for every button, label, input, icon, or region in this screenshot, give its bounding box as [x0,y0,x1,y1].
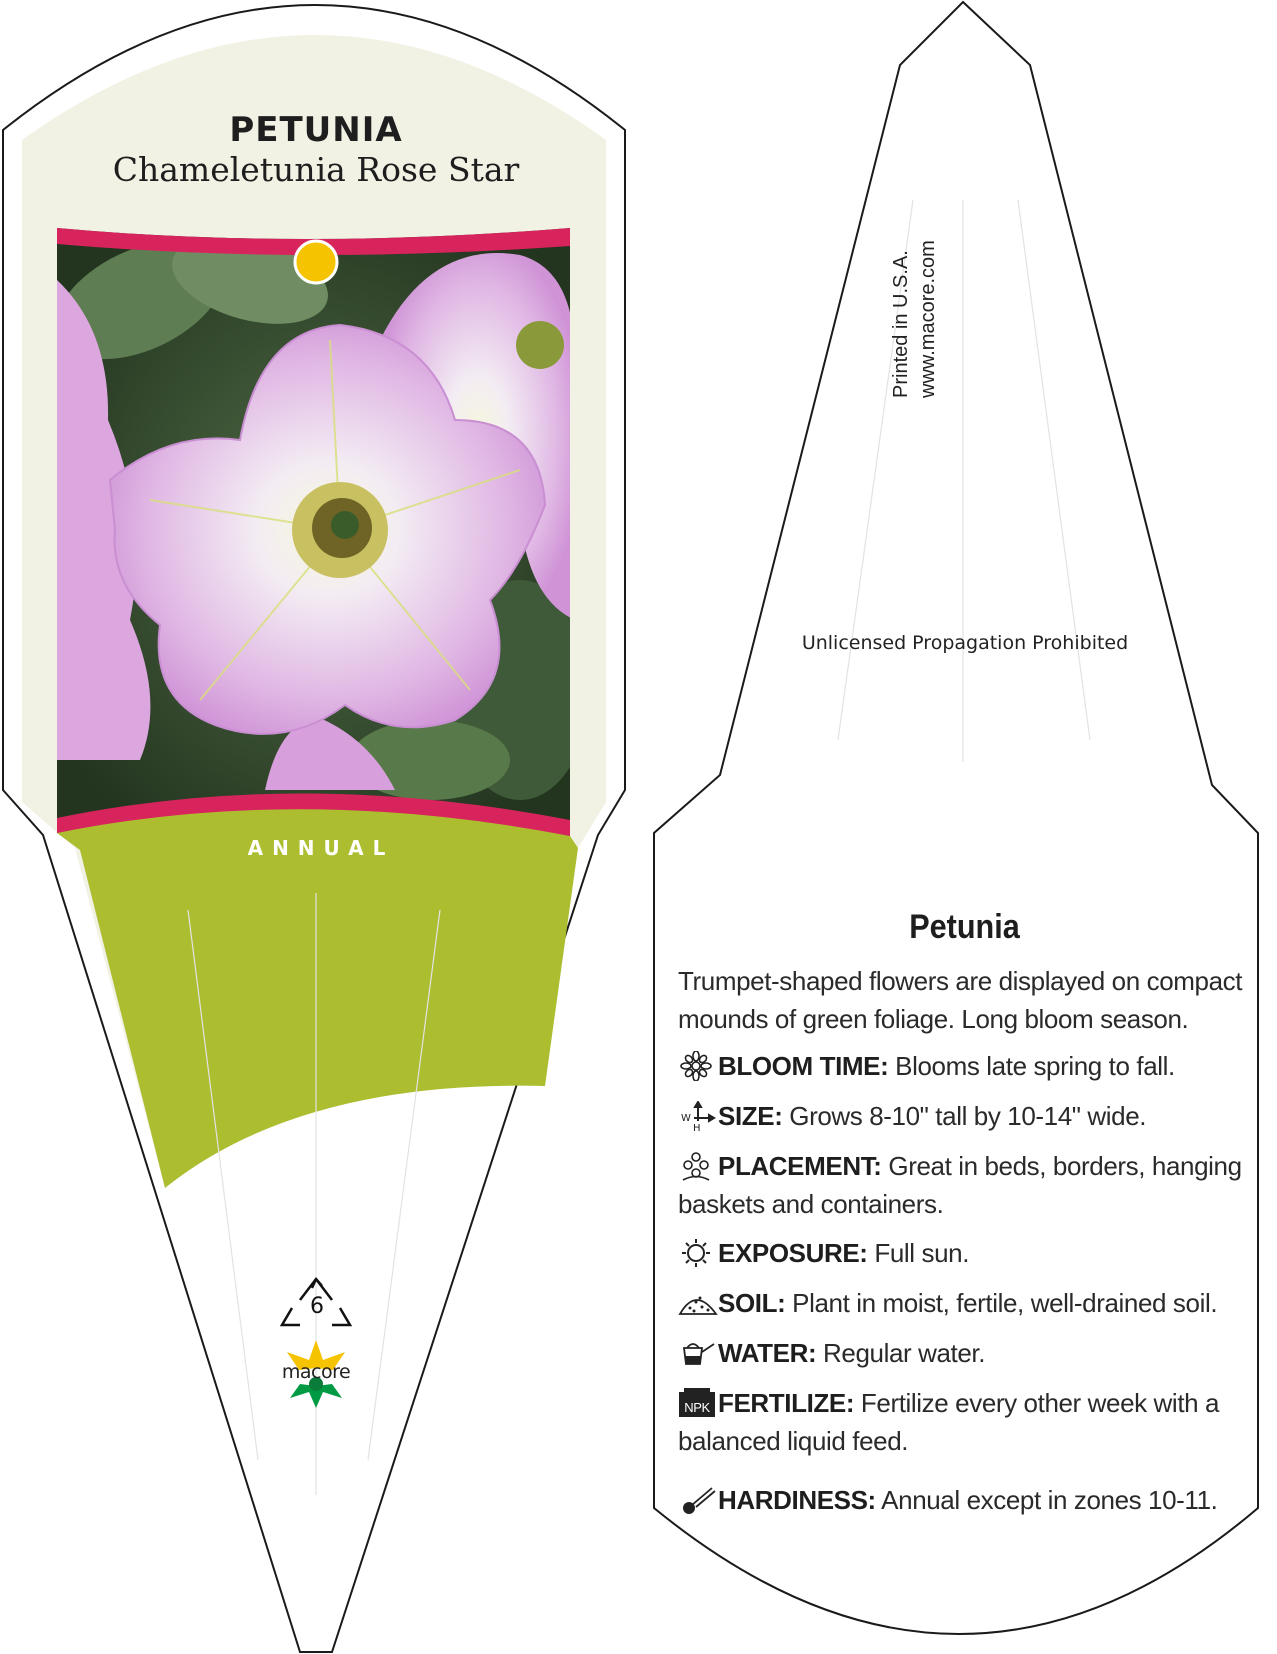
svg-text:NPK: NPK [684,1400,710,1415]
plant-description: Trumpet-shaped flowers are displayed on compact mounds of green foliage. Long bloom season. [678,966,1243,1034]
care-label: WATER: [718,1338,817,1368]
care-label: BLOOM TIME: [718,1051,889,1081]
care-row-hardiness [678,1481,1268,1519]
care-row-soil [678,1284,1268,1322]
flower-icon [678,1051,718,1081]
care-row-water [678,1334,1268,1372]
plant-genus-title: PETUNIA [229,110,403,150]
care-text: Annual except in zones 10-11. [875,1485,1218,1515]
svg-text:H: H [693,1123,701,1131]
watering-can-icon [678,1338,718,1368]
printed-in-text: Printed in U.S.A. [890,250,912,398]
back-title: Petunia [909,908,1020,946]
care-text: Great in beds, borders, hanging baskets and containers. [678,1151,1242,1219]
petunia-photo [37,217,590,840]
care-row-fertilize [678,1384,1268,1460]
care-text: Fertilize every other week with a balanced liquid feed. [678,1388,1220,1456]
care-text: Full sun. [867,1238,970,1268]
npk-icon [678,1388,718,1418]
care-label: FERTILIZE: [718,1388,855,1418]
brand-logo-text: macore [281,1361,351,1383]
care-label: PLACEMENT: [718,1151,882,1181]
care-text: Blooms late spring to fall. [888,1051,1175,1081]
printed-info [888,240,942,398]
care-label: HARDINESS: [718,1485,876,1515]
placement-icon [678,1151,718,1181]
sun-dot-icon [295,241,337,283]
website-text: www.macore.com [917,240,939,398]
care-row-exposure [678,1234,1268,1272]
care-text: Regular water. [816,1338,986,1368]
care-label: EXPOSURE: [718,1238,868,1268]
sun-icon [678,1238,718,1268]
thermometer-icon [678,1485,718,1515]
plant-variety-name: Chameletunia Rose Star [112,150,520,189]
care-row-bloom [678,1047,1268,1085]
care-label: SIZE: [718,1101,783,1131]
care-label: SOIL: [718,1288,786,1318]
unlicensed-notice: Unlicensed Propagation Prohibited [801,632,1129,654]
care-text: Grows 8-10" tall by 10-14" wide. [782,1101,1147,1131]
recycle-code: 6 [310,1294,324,1319]
category-label: ANNUAL [247,836,395,860]
soil-icon [678,1288,718,1318]
size-icon [678,1101,718,1131]
care-text: Plant in moist, fertile, well-drained soil. [785,1288,1218,1318]
svg-text:W: W [681,1113,691,1124]
care-row-placement [678,1147,1268,1223]
care-row-size [678,1097,1268,1135]
